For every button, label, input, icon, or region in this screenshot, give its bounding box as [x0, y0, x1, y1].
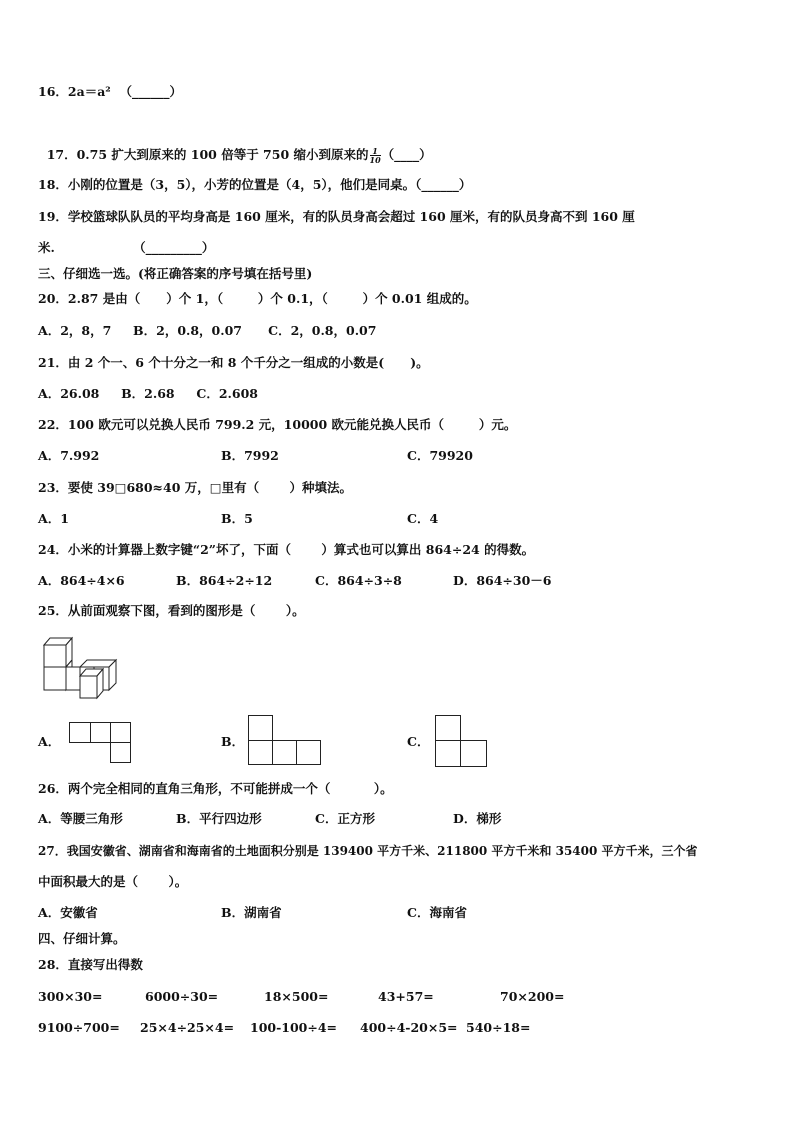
q25-option-c-figure [435, 715, 488, 768]
calc-row2-item3: 100-100÷4= [250, 1020, 338, 1035]
q17-answer-blank: （____） [381, 147, 432, 162]
calc-row1-item1: 300×30= [38, 989, 103, 1004]
q26-option-d: D．梯形 [453, 811, 502, 826]
q26-option-a: A．等腰三角形 [38, 811, 123, 826]
q17-fraction-numerator: 1 [370, 147, 381, 156]
q25-option-b: B． [221, 734, 245, 749]
q16-text: 16．2a＝a² （______） [38, 84, 182, 99]
q26-option-c: C．正方形 [315, 811, 375, 826]
calc-row1-item3: 18×500= [264, 989, 329, 1004]
q25-option-a-figure [69, 722, 132, 763]
q27-option-b: B．湖南省 [221, 905, 282, 920]
q23-option-b: B．5 [221, 511, 253, 526]
section-3-heading: 三、仔细选一选。(将正确答案的序号填在括号里) [38, 266, 313, 281]
q17-fraction-denominator: 10 [369, 155, 381, 165]
q27-text-line2: 中面积最大的是（ ）。 [38, 874, 188, 889]
q23-option-c: C．4 [407, 511, 439, 526]
q21-text: 21．由 2 个一、6 个十分之一和 8 个千分之一组成的小数是( )。 [38, 355, 429, 370]
calc-row2-item1: 9100÷700= [38, 1020, 120, 1035]
q27-option-a: A．安徽省 [38, 905, 98, 920]
q19-text-line2: 米. （_________） [38, 240, 215, 255]
calc-row2-item4: 400÷4-20×5= [360, 1020, 458, 1035]
q26-option-b: B．平行四边形 [176, 811, 262, 826]
q25-cube-figure [44, 638, 124, 698]
q19-text-line1: 19．学校篮球队队员的平均身高是 160 厘米，有的队员身高会超过 160 厘米，有的队员身高不到 160 厘 [38, 209, 635, 224]
calc-row1-item2: 6000÷30= [145, 989, 219, 1004]
q23-text: 23．要使 39□680≈40 万，□里有（ ）种填法。 [38, 480, 353, 495]
q25-option-c: C． [407, 734, 430, 749]
q23-option-a: A．1 [38, 511, 69, 526]
q27-text-line1: 27．我国安徽省、湖南省和海南省的土地面积分别是 139400 平方千米、211800 平方千米和 35400 平方千米，三个省 [38, 844, 698, 858]
q24-option-d: D．864÷30－6 [453, 573, 552, 588]
q25-text: 25．从前面观察下图，看到的图形是（ ）。 [38, 603, 305, 618]
q24-option-a: A．864÷4×6 [38, 573, 125, 588]
q22-option-a: A．7.992 [38, 448, 100, 463]
q17-fraction [370, 147, 381, 164]
q21-options: A．26.08 B．2.68 C．2.608 [38, 386, 258, 401]
calc-row2-item2: 25×4÷25×4= [140, 1020, 235, 1035]
q17-line [38, 131, 432, 164]
q22-option-b: B．7992 [221, 448, 279, 463]
calc-row2-item5: 540÷18= [466, 1020, 531, 1035]
q18-text: 18．小刚的位置是（3，5），小芳的位置是（4，5），他们是同桌。（______） [38, 177, 472, 192]
q22-option-c: C．79920 [407, 448, 473, 463]
q20-options: A．2，8，7 B．2，0.8，0.07 C．2，0.8，0.07 [38, 323, 377, 338]
calc-row1-item4: 43+57= [378, 989, 434, 1004]
q17-text: 17．0.75 扩大到原来的 100 倍等于 750 缩小到原来的 [46, 147, 369, 162]
q24-option-b: B．864÷2÷12 [176, 573, 273, 588]
q28-text: 28．直接写出得数 [38, 957, 143, 972]
q27-option-c: C．海南省 [407, 905, 467, 920]
q22-text: 22．100 欧元可以兑换人民币 799.2 元，10000 欧元能兑换人民币（ ）元。 [38, 417, 517, 432]
q26-text: 26．两个完全相同的直角三角形，不可能拼成一个（ ）。 [38, 781, 393, 796]
calc-row1-item5: 70×200= [500, 989, 565, 1004]
q25-option-b-figure [248, 715, 321, 766]
q24-option-c: C．864÷3÷8 [315, 573, 402, 588]
q20-text: 20．2.87 是由（ ）个 1，（ ）个 0.1，（ ）个 0.01 组成的。 [38, 291, 477, 306]
q24-text: 24．小米的计算器上数字键“2”坏了，下面（ ）算式也可以算出 864÷24 的得数。 [38, 542, 535, 557]
q25-option-a: A． [38, 734, 61, 749]
section-4-heading: 四、仔细计算。 [38, 931, 126, 946]
